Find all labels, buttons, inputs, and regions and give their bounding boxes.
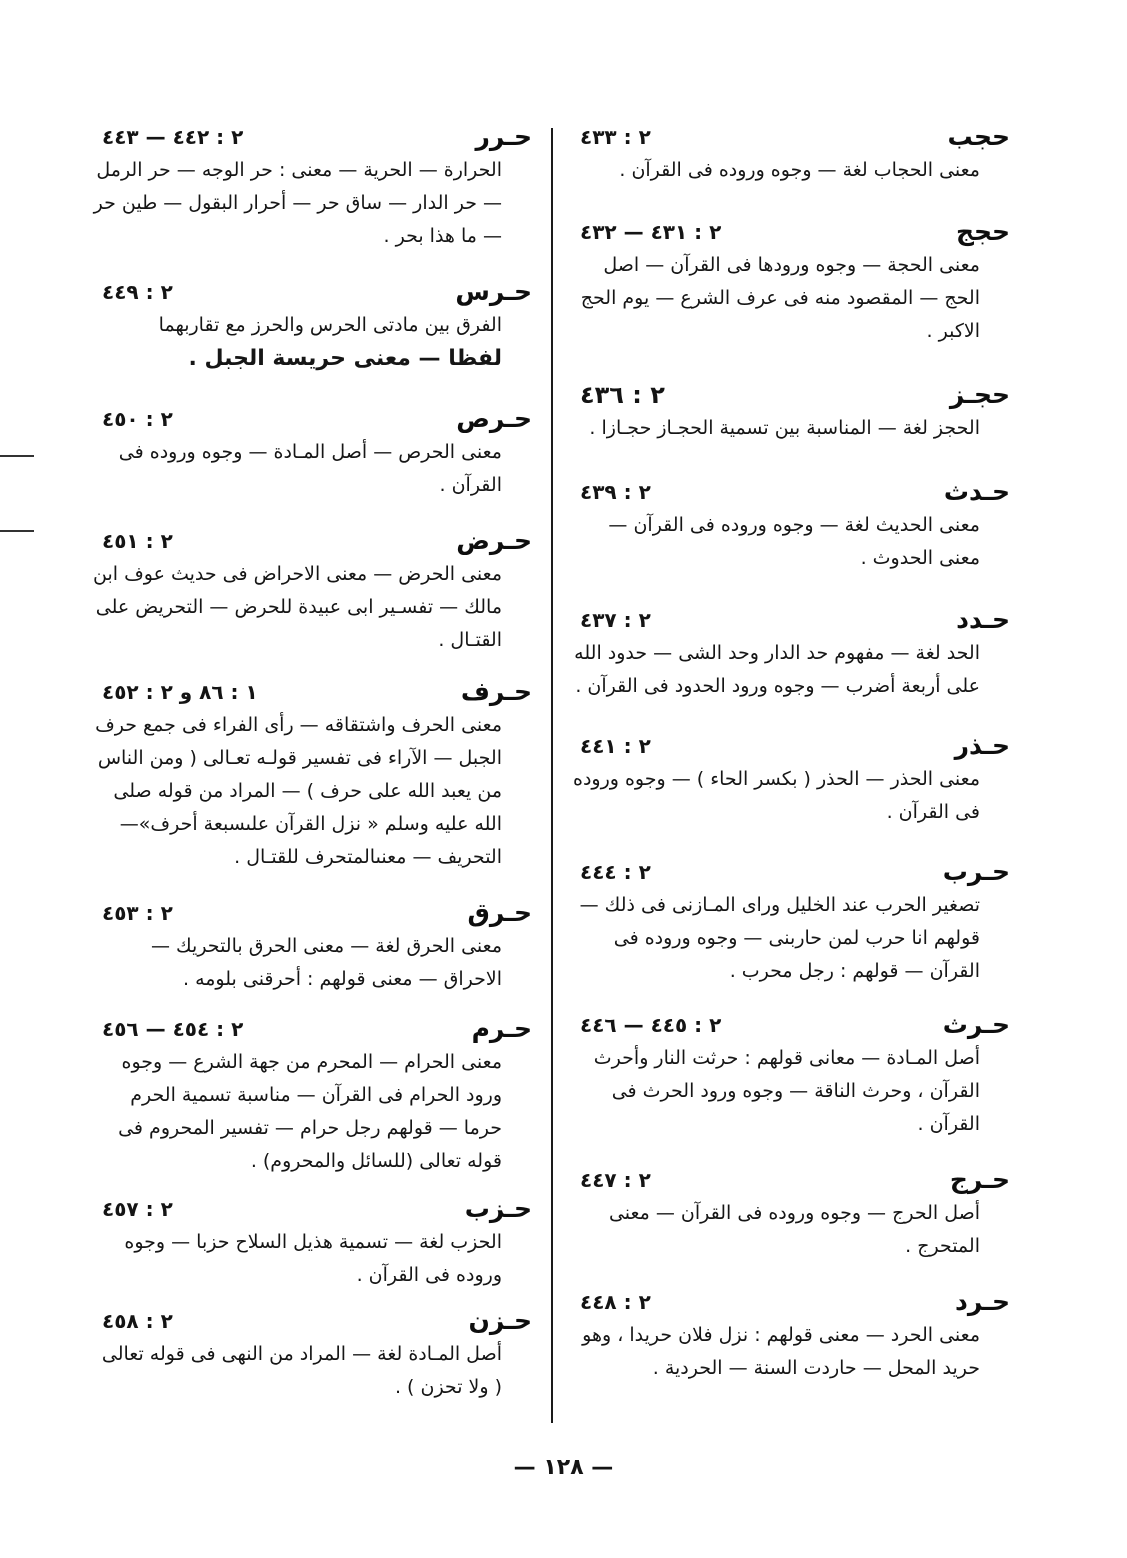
- volume-page-ref: ٢ : ٤٥٤ — ٤٥٦: [102, 1017, 244, 1041]
- entry-description: معنى الحرف واشتقاقه — رأى الفراء فى جمع حرف الجبل — الآراء فى تفسير قولـه تعـالى ( ومن الناس من يعبد الله على حرف ) — المراد من قوله صلى الله عليه وسلم « نزل القرآن علىسبعة أحرف»—التحريف — معنىالمتحرف للقتـال .: [95, 714, 502, 868]
- volume-page-ref: ٢ : ٤٥٧: [102, 1197, 173, 1221]
- headword: حـزن: [468, 1306, 532, 1335]
- index-entry: [92, 402, 532, 502]
- entry-head: [92, 524, 532, 558]
- volume-page-ref: ٢ : ٤٤٩: [102, 280, 173, 304]
- index-entry: [92, 1012, 532, 1178]
- headword: حـدث: [943, 477, 1010, 506]
- index-entry: [570, 603, 1010, 703]
- entry-description: أصل الحرج — وجوه وروده فى القرآن — معنى المتحرج .: [608, 1202, 980, 1257]
- entry-description: معنى الحجاب لغة — وجوه وروده فى القرآن .: [619, 159, 980, 181]
- index-entry: [92, 524, 532, 657]
- volume-page-ref: ٢ : ٤٤١: [580, 734, 651, 758]
- headword: حجب: [947, 122, 1010, 151]
- entry-head: [570, 1285, 1010, 1319]
- column-divider: [551, 128, 553, 1423]
- entry-head: [92, 275, 532, 309]
- headword: حـزب: [464, 1194, 532, 1223]
- volume-page-ref: ٢ : ٤٣٩: [580, 480, 651, 504]
- index-entry: [92, 275, 532, 376]
- entry-description: معنى الحذر — الحذر ( بكسر الحاء ) — وجوه وروده فى القرآن .: [573, 768, 980, 823]
- entry-description: [92, 309, 502, 376]
- headword: حـرب: [942, 857, 1010, 886]
- index-entry: [570, 729, 1010, 829]
- headword: حـدد: [956, 605, 1010, 634]
- index-entry: [570, 855, 1010, 988]
- entry-head: [570, 1008, 1010, 1042]
- index-entry: [92, 1304, 532, 1404]
- entry-head: [92, 120, 532, 154]
- headword: حجـز: [949, 380, 1010, 409]
- entry-description: الحزب لغة — تسمية هذيل السلاح حزبا — وجوه وروده فى القرآن .: [124, 1231, 502, 1286]
- index-entry: [570, 1285, 1010, 1385]
- entry-head: [570, 729, 1010, 763]
- index-entry: [570, 215, 1010, 348]
- headword: حـرث: [942, 1010, 1010, 1039]
- entry-head: [92, 675, 532, 709]
- entry-head: [570, 378, 1010, 412]
- index-entry: [92, 1192, 532, 1292]
- page-number: — ١٢٨ —: [513, 1455, 614, 1480]
- entry-head: [570, 215, 1010, 249]
- left-column: [92, 120, 532, 1404]
- right-column: [570, 120, 1010, 1385]
- headword: حجج: [955, 217, 1010, 246]
- volume-page-ref: ٢ : ٤٤٤: [580, 860, 651, 884]
- entry-description: الحرارة — الحرية — معنى : حر الوجه — حر الرمل — حر الدار — ساق حر — أحرار البقول — طين حر — ما هذا بحر .: [93, 159, 502, 247]
- headword: حـرض: [456, 526, 532, 555]
- volume-page-ref: ٢ : ٤٥١: [102, 529, 173, 553]
- index-entry: [570, 1163, 1010, 1263]
- entry-description: معنى الحرض — معنى الاحراض فى حديث عوف ابن مالك — تفسـير ابى عبيدة للحرض — التحريض على القتـال .: [93, 563, 502, 651]
- volume-page-ref: ٢ : ٤٤٥ — ٤٤٦: [580, 1013, 722, 1037]
- headword: حـرص: [456, 404, 532, 433]
- entry-description: معنى الحرق لغة — معنى الحرق بالتحريك — الاحراق — معنى قولهم : أحرقنى بلومه .: [150, 935, 502, 990]
- headword: حـرم: [471, 1014, 532, 1043]
- index-entry: [570, 1008, 1010, 1141]
- index-entry: [570, 378, 1010, 445]
- scan-edge-mark: [0, 530, 34, 532]
- volume-page-ref: ٢ : ٤٥٨: [102, 1309, 173, 1333]
- index-entry: [570, 475, 1010, 575]
- entry-description: تصغير الحرب عند الخليل وراى المـازنى فى ذلك — قولهم انا حرب لمن حاربنى — وجوه وروده فى القرآن — قولهم : رجل محرب .: [579, 894, 980, 982]
- volume-page-ref: ٢ : ٤٤٧: [580, 1168, 651, 1192]
- entry-head: [92, 1192, 532, 1226]
- entry-description: الحد لغة — مفهوم حد الدار وحد الشى — حدود الله على أربعة أضرب — وجوه ورود الحدود فى القرآن .: [574, 642, 980, 697]
- headword: حـذر: [954, 731, 1010, 760]
- volume-page-ref: ٢ : ٤٤٢ — ٤٤٣: [102, 125, 244, 149]
- entry-description: معنى الحرد — معنى قولهم : نزل فلان حريدا ، وهو حريد المحل — حاردت السنة — الحردية .: [582, 1324, 980, 1379]
- volume-page-ref: ٢ : ٤٤٨: [580, 1290, 651, 1314]
- index-entry: [92, 120, 532, 253]
- entry-head: [92, 402, 532, 436]
- entry-description: الحجز لغة — المناسبة بين تسمية الحجـاز حجـازا .: [589, 417, 980, 439]
- entry-description: أصل المـادة لغة — المراد من النهى فى قوله تعالى ( ولا تحزن ) .: [101, 1343, 502, 1398]
- entry-head: [92, 1012, 532, 1046]
- headword: حـرق: [467, 898, 532, 927]
- entry-head: [92, 1304, 532, 1338]
- volume-page-ref: ٢ : ٤٥٣: [102, 901, 173, 925]
- volume-page-ref: ٢ : ٤٣٧: [580, 608, 651, 632]
- entry-description: معنى الحجة — وجوه ورودها فى القرآن — اصل الحج — المقصود منه فى عرف الشرع — يوم الحج الاكبر .: [580, 254, 980, 342]
- entry-head: [92, 896, 532, 930]
- entry-head: [570, 120, 1010, 154]
- entry-description: معنى الحرام — المحرم من جهة الشرع — وجوه ورود الحرام فى القرآن — مناسبة تسمية الحرم حرما — قولهم رجل حرام — تفسير المحروم فى قوله تعالى (للسائل والمحروم) .: [118, 1051, 502, 1172]
- volume-page-ref: ٢ : ٤٣١ — ٤٣٢: [580, 220, 722, 244]
- index-entry: [570, 120, 1010, 187]
- volume-page-ref: ٢ : ٤٥٠: [102, 407, 173, 431]
- headword: حـرس: [455, 277, 532, 306]
- index-entry: [92, 896, 532, 996]
- entry-head: [570, 603, 1010, 637]
- volume-page-ref: ١ : ٨٦ و ٢ : ٤٥٢: [102, 680, 258, 704]
- entry-head: [570, 1163, 1010, 1197]
- volume-page-ref: ٢ : ٤٣٦: [580, 381, 665, 409]
- entry-description-text: الفرق بين مادتى الحرس والحرز مع تقاربهما: [158, 314, 502, 336]
- headword: حـرف: [460, 677, 532, 706]
- index-entry: [92, 675, 532, 874]
- entry-description-bold: لفظا — معنى حريسة الجبل .: [188, 346, 502, 371]
- entry-head: [570, 475, 1010, 509]
- entry-description: أصل المـادة — معانى قولهم : حرثت النار وأحرث القرآن ، وحرث الناقة — وجوه ورود الحرث فى القرآن .: [593, 1047, 980, 1135]
- entry-description: معنى الحرص — أصل المـادة — وجوه وروده فى القرآن .: [118, 441, 502, 496]
- headword: حـرج: [949, 1165, 1010, 1194]
- volume-page-ref: ٢ : ٤٣٣: [580, 125, 651, 149]
- headword: حـرد: [955, 1287, 1010, 1316]
- entry-head: [570, 855, 1010, 889]
- entry-description: معنى الحديث لغة — وجوه وروده فى القرآن — معنى الحدوث .: [608, 514, 980, 569]
- scan-edge-mark: [0, 455, 34, 457]
- headword: حـرر: [475, 122, 532, 151]
